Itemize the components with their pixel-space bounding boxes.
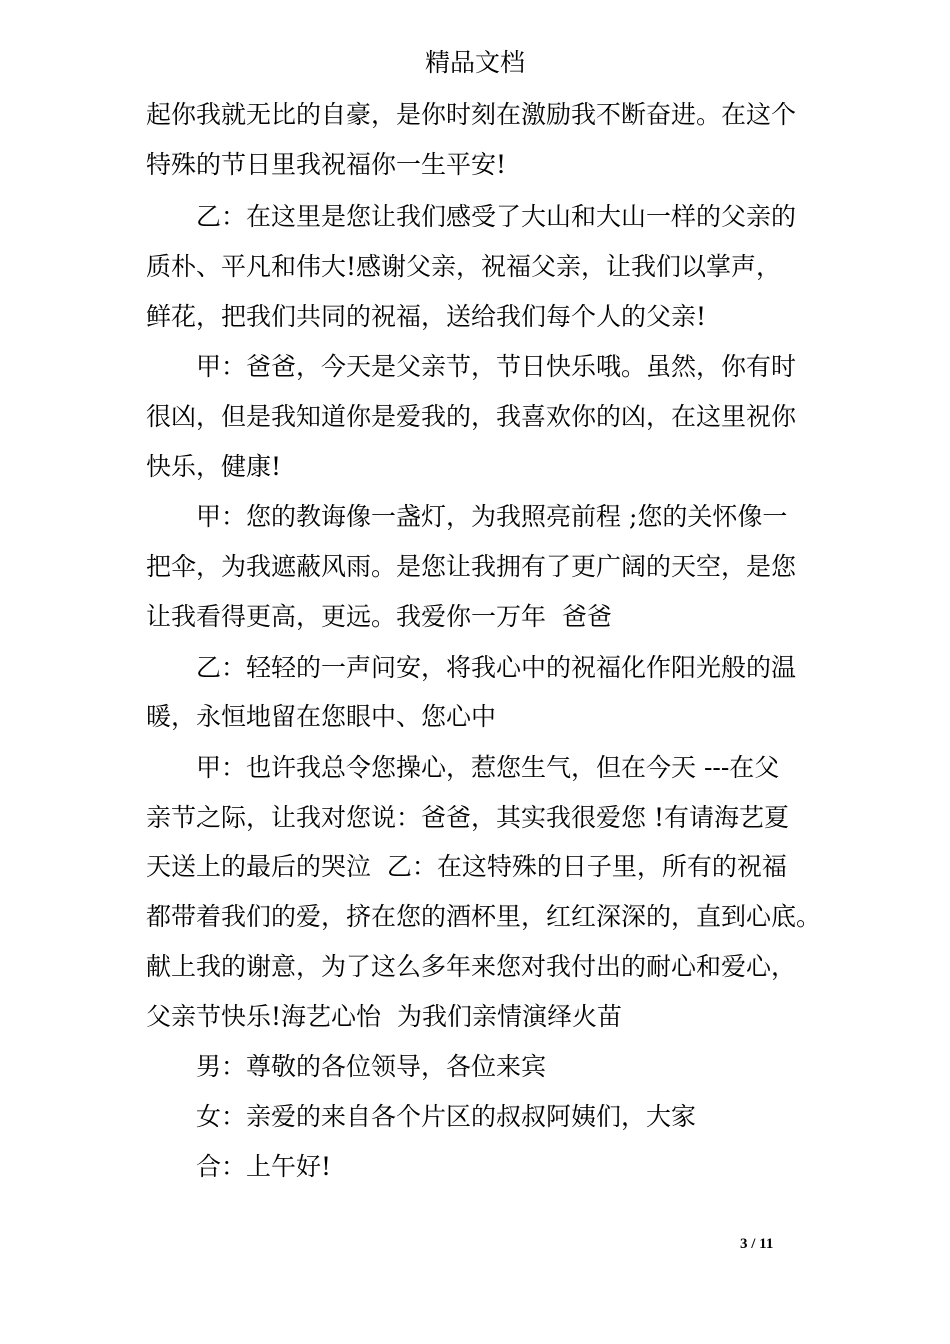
body-line: 献上我的谢意，为了这么多年来您对我付出的耐心和爱心，: [146, 952, 797, 981]
body-line: 天送上的最后的哭泣 乙：在这特殊的日子里，所有的祝福: [146, 852, 787, 881]
body-line: 甲：也许我总令您操心，惹您生气，但在今天 ---在父: [196, 753, 780, 782]
body-line: 起你我就无比的自豪，是你时刻在激励我不断奋进。在这个: [146, 100, 797, 129]
body-line: 暖，永恒地留在您眼中、您心中: [146, 702, 497, 731]
body-line: 很凶，但是我知道你是爱我的，我喜欢你的凶，在这里祝你: [146, 402, 797, 431]
body-line: 把伞，为我遮蔽风雨。是您让我拥有了更广阔的天空，是您: [146, 552, 797, 581]
body-line: 男：尊敬的各位领导，各位来宾: [196, 1052, 547, 1081]
body-line: 甲：爸爸，今天是父亲节，节日快乐哦。虽然，你有时: [196, 352, 797, 381]
body-line: 质朴、平凡和伟大!感谢父亲，祝福父亲，让我们以掌声，: [146, 252, 782, 281]
body-line: 女：亲爱的来自各个片区的叔叔阿姨们，大家: [196, 1102, 697, 1131]
body-line: 快乐，健康!: [146, 452, 282, 481]
body-line: 乙：在这里是您让我们感受了大山和大山一样的父亲的: [196, 202, 797, 231]
page-header-title: 精品文档: [424, 48, 525, 77]
page-number: 3 / 11: [740, 1236, 774, 1252]
body-line: 特殊的节日里我祝福你一生平安!: [146, 150, 507, 179]
body-line: 亲节之际，让我对您说：爸爸，其实我很爱您 !有请海艺夏: [146, 803, 789, 832]
body-line: 甲：您的教诲像一盏灯，为我照亮前程 ;您的关怀像一: [196, 502, 788, 531]
body-line: 乙：轻轻的一声问安，将我心中的祝福化作阳光般的温: [196, 653, 797, 682]
body-line: 父亲节快乐!海艺心怡 为我们亲情演绎火苗: [146, 1002, 622, 1031]
body-line: 鲜花，把我们共同的祝福，送给我们每个人的父亲!: [146, 302, 707, 331]
body-line: 都带着我们的爱，挤在您的酒杯里，红红深深的，直到心底。: [146, 902, 822, 931]
body-line: 合：上午好!: [196, 1152, 332, 1181]
body-line: 让我看得更高，更远。我爱你一万年 爸爸: [146, 602, 612, 631]
